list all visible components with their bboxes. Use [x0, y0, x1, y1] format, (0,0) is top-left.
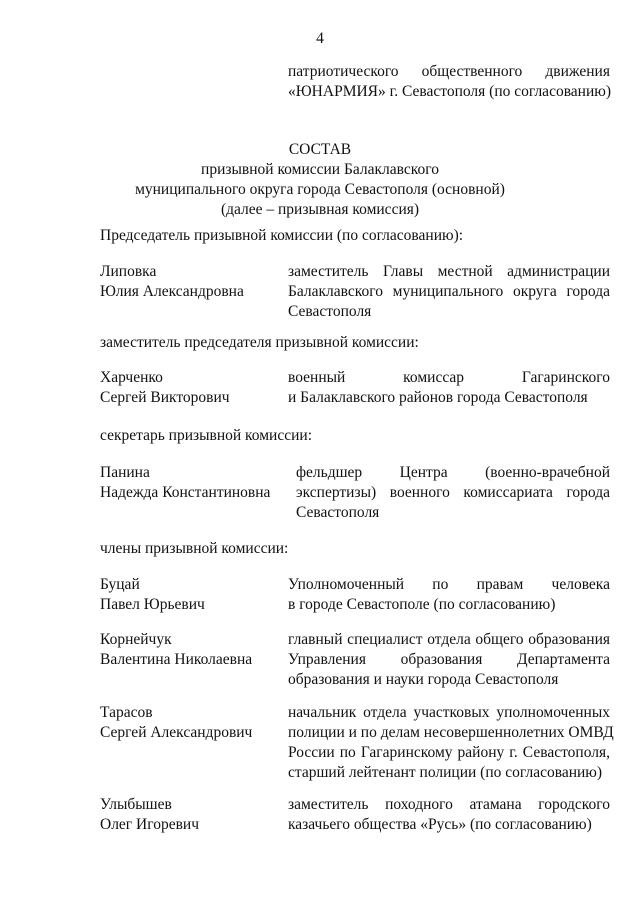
member-surname: Улыбышев	[100, 796, 172, 813]
member-given-names: Павел Юрьевич	[100, 596, 205, 613]
member-ulybyshev-name	[100, 795, 199, 835]
member-given-names: Юлия Александровна	[100, 283, 244, 300]
heading-line-1: призывной комиссии Балаклавского	[201, 161, 439, 178]
role-line: Балаклавского муниципального округа города	[288, 283, 610, 300]
role-line: заместитель Главы местной администрации	[288, 263, 610, 280]
role-line: заместитель походного атамана городского	[288, 796, 610, 813]
secretary-name	[100, 463, 270, 503]
heading-line-3: (далее – призывная комиссия)	[220, 201, 420, 218]
chairman-role	[288, 262, 610, 322]
member-surname: Липовка	[100, 263, 157, 280]
heading-line-2: муниципального округа города Севастополя (основной)	[135, 181, 505, 198]
heading-title: СОСТАВ	[288, 141, 352, 158]
role-line: Уполномоченный по правам человека	[288, 576, 610, 593]
role-line: в городе Севастополе (по согласованию)	[288, 596, 556, 613]
member-given-names: Надежда Константиновна	[100, 484, 271, 501]
continuation-line-1: патриотического общественного движения	[288, 63, 610, 80]
role-line: фельдшер Центра (военно-врачебной	[296, 464, 610, 481]
role-line: главный специалист отдела общего образования	[288, 631, 610, 648]
member-tarasov-name	[100, 703, 252, 743]
continuation-line-2: «ЮНАРМИЯ» г. Севастополя (по согласованию)	[288, 83, 612, 100]
member-surname: Корнейчук	[100, 631, 172, 648]
role-line: Управления образования Департамента	[288, 651, 610, 668]
member-tarasov-role	[288, 703, 614, 783]
member-surname: Буцай	[100, 576, 140, 593]
role-line: начальник отдела участковых уполномоченных	[288, 704, 610, 721]
member-given-names: Сергей Александрович	[100, 724, 253, 741]
member-surname: Харченко	[100, 369, 163, 386]
member-given-names: Сергей Викторович	[100, 389, 230, 406]
role-line: полиции и по делам несовершеннолетних ОМВД	[288, 724, 614, 741]
document-heading	[0, 140, 640, 220]
member-surname: Панина	[100, 464, 150, 481]
deputy-label: заместитель председателя призывной комиссии:	[100, 334, 419, 351]
member-korneichuk-role	[288, 630, 610, 690]
member-given-names: Олег Игоревич	[100, 816, 199, 833]
deputy-name	[100, 368, 230, 408]
role-line: образования и науки города Севастополя	[288, 671, 559, 688]
role-line: военный комиссар Гагаринского	[288, 369, 610, 386]
page-number: 4	[316, 30, 324, 47]
member-buttsai-role	[288, 575, 610, 615]
role-line: старший лейтенант полиции (по согласованию)	[288, 764, 603, 781]
role-line: и Балаклавского районов города Севастополя	[288, 389, 588, 406]
member-buttsai-name	[100, 575, 205, 615]
member-ulybyshev-role	[288, 795, 610, 835]
secretary-role	[296, 463, 610, 523]
role-line: Севастополя	[296, 504, 380, 521]
chairman-name	[100, 262, 244, 302]
member-korneichuk-name	[100, 630, 252, 670]
role-line: России по Гагаринскому району г. Севастополя,	[288, 744, 610, 761]
chairman-label: Председатель призывной комиссии (по согласованию):	[100, 227, 464, 244]
members-label: члены призывной комиссии:	[100, 540, 289, 557]
deputy-role	[288, 368, 610, 408]
member-given-names: Валентина Николаевна	[100, 651, 253, 668]
role-line: казачьего общества «Русь» (по согласованию)	[288, 816, 592, 833]
role-line: экспертизы) военного комиссариата города	[296, 484, 610, 501]
role-line: Севастополя	[288, 303, 372, 320]
secretary-label: секретарь призывной комиссии:	[100, 427, 313, 444]
member-surname: Тарасов	[100, 704, 153, 721]
